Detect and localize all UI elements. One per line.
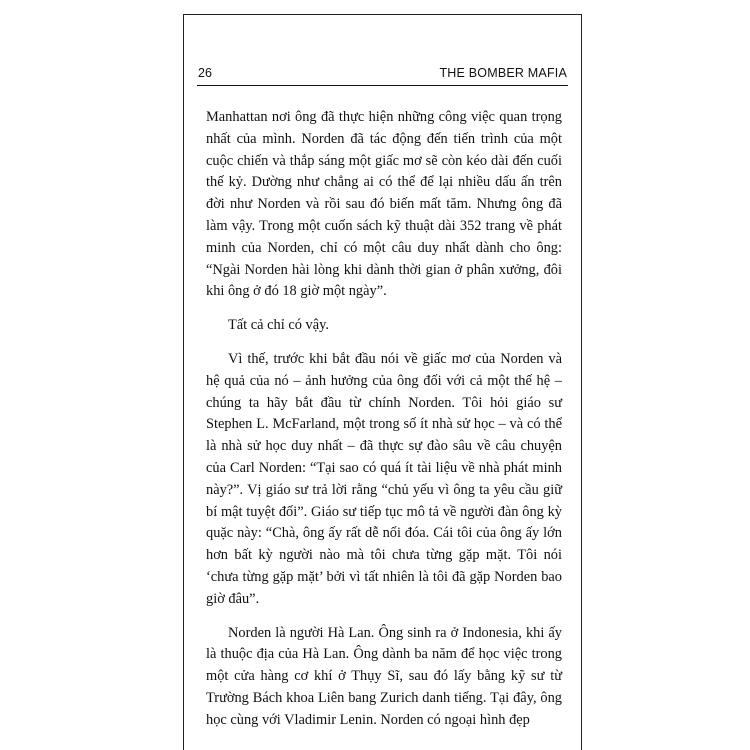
page-number: 26: [198, 66, 212, 80]
paragraph: Tất cả chỉ có vậy.: [228, 317, 329, 334]
running-title: THE BOMBER MAFIA: [439, 66, 567, 80]
page-header: [198, 62, 567, 84]
paragraph: Manhattan nơi ông đã thực hiện những công việc quan trọng nhất của mình. Norden đã tác động đến tiến trình của một cuộc chiến và thắp sáng một giấc mơ sẽ còn kéo dài đến cuối thế kỷ. Dường như chẳng ai có thể để lại nhiều dấu ấn trên đời như Norden và rồi sau đó biến mất tăm. Nhưng ông đã làm vậy. Trong một cuốn sách kỹ thuật dài 352 trang về phát minh của Norden, chỉ có một câu duy nhất dành cho ông: “Ngài Norden hài lòng khi dành thời gian ở phân xưởng, đôi khi ông ở đó 18 giờ một ngày”.: [206, 109, 562, 300]
paragraph: Norden là người Hà Lan. Ông sinh ra ở Indonesia, khi ấy là thuộc địa của Hà Lan. Ông dành ba năm để học việc trong một cửa hàng cơ khí ở Thụy Sĩ, sau đó lấy bằng kỹ sư từ Trường Bách khoa Liên bang Zurich danh tiếng. Tại đây, ông học cùng với Vladimir Lenin. Norden có ngoại hình đẹp: [206, 624, 562, 728]
book-page: [183, 14, 582, 750]
paragraph: Vì thế, trước khi bắt đầu nói về giấc mơ của Norden và hệ quả của nó – ảnh hưởng của ông đối với cả một thế hệ – chúng ta hãy bắt đầu từ chính Norden. Tôi hỏi giáo sư Stephen L. McFarland, một trong số ít nhà sử học – và có thể là nhà sử học duy nhất – đã thực sự đào sâu về câu chuyện của Carl Norden: “Tại sao có quá ít tài liệu về nhà phát minh này?”. Vị giáo sư trả lời rằng “chủ yếu vì ông ta yêu cầu giữ bí mật tuyệt đối”. Giáo sư tiếp tục mô tả về người đàn ông kỳ quặc này: “Chà, ông ấy rất dễ nổi đóa. Cái tôi của ông ấy lớn hơn bất kỳ người nào mà tôi chưa từng gặp mặt. Tôi nói ‘chưa từng gặp mặt’ bởi vì tất nhiên là tôi đã gặp Norden bao giờ đâu”.: [206, 350, 562, 607]
body-text: [206, 107, 562, 744]
header-divider: [197, 85, 568, 86]
